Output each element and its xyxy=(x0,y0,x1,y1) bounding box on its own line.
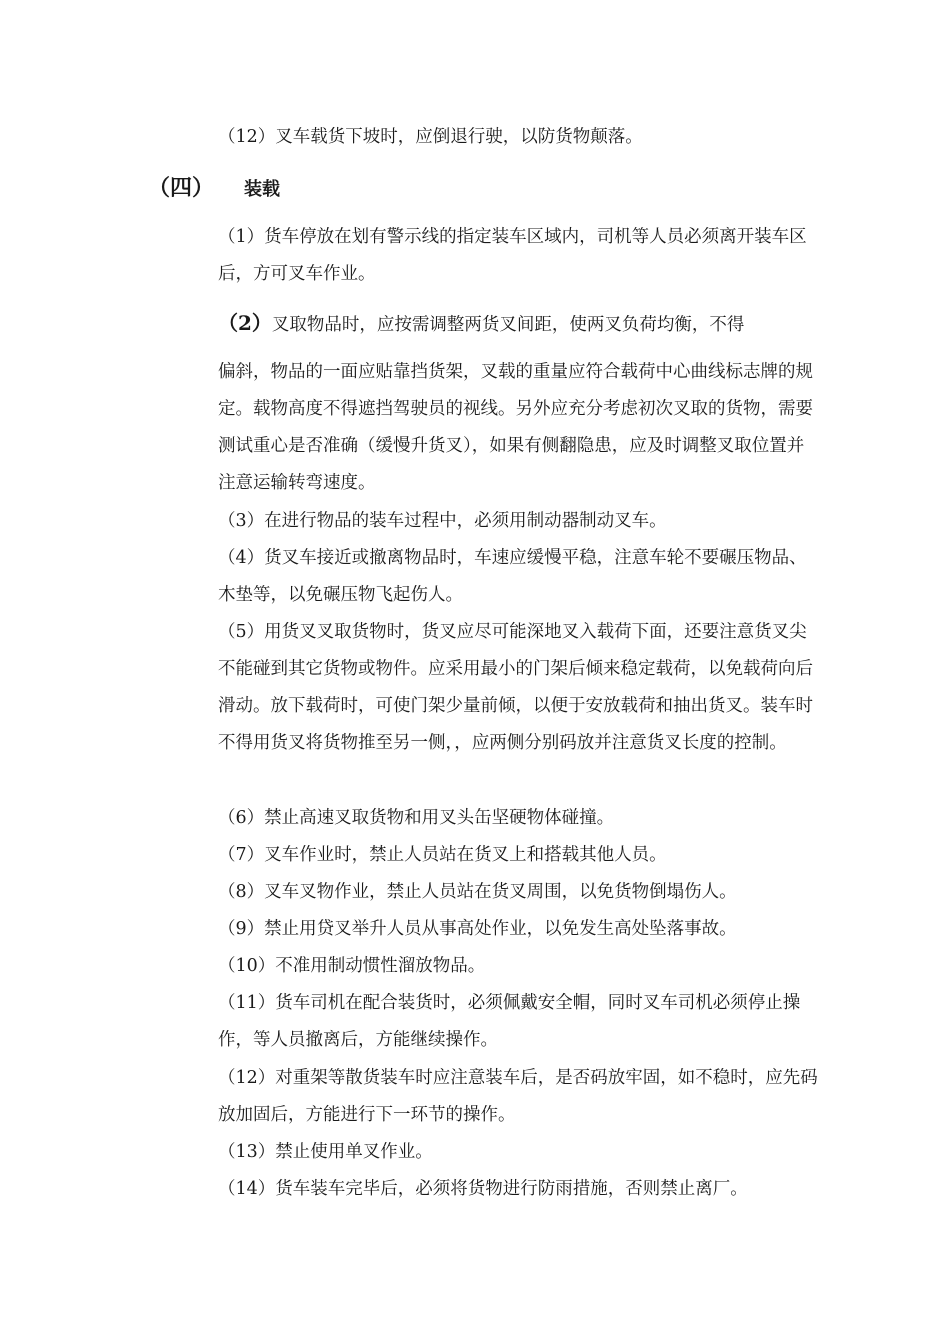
section-title: 装载 xyxy=(244,179,280,200)
paragraph-item-9: （9）禁止用贷叉举升人员从事高处作业，以免发生高处坠落事故。 xyxy=(218,919,737,939)
paragraph-item-4: （4）货叉车接近或撤离物品时，车速应缓慢平稳，注意车轮不要碾压物品、木垫等，以免碾压物飞起伤人。 xyxy=(218,548,807,605)
paragraph-item-11: （11）货车司机在配合装货时，必须佩戴安全帽，同时叉车司机必须停止操作，等人员撤离后，方能继续操作。 xyxy=(218,993,801,1050)
section-number: （四） xyxy=(148,175,215,201)
paragraph-item-2-continued: 偏斜，物品的一面应贴靠挡货架，叉载的重量应符合载荷中心曲线标志牌的规定。载物高度不得遮挡驾驶员的视线。另外应充分考虑初次叉取的货物，需要测试重心是否准确（缓慢升货叉），如果有侧翻隐患，应及时调整叉取位置并注意运输转弯速度。 xyxy=(218,362,813,493)
paragraph-item-5: （5）用货叉叉取货物时，货叉应尽可能深地叉入载荷下面，还要注意货叉尖不能碰到其它货物或物件。应采用最小的门架后倾来稳定载荷，以免载荷向后滑动。放下载荷时，可使门架少量前倾，以便于安放载荷和抽出货叉。装车时不得用货叉将货物推至另一侧，，应两侧分别码放并注意货叉长度的控制。 xyxy=(218,622,813,753)
paragraph-item-13: （13）禁止使用单叉作业。 xyxy=(218,1142,433,1162)
paragraph-item-12: （12）对重架等散货装车时应注意装车后，是否码放牢固，如不稳时，应先码放加固后，方能进行下一环节的操作。 xyxy=(218,1068,818,1125)
item-2-text: 叉取物品时，应按需调整两货叉间距，使两叉负荷均衡，不得 xyxy=(271,315,745,335)
paragraph-item-1: （1）货车停放在划有警示线的指定装车区域内，司机等人员必须离开装车区后，方可叉车作业。 xyxy=(218,227,807,284)
paragraph-item-7: （7）叉车作业时，禁止人员站在货叉上和搭载其他人员。 xyxy=(218,845,667,865)
paragraph-item-14: （14）货车装车完毕后，必须将货物进行防雨措施，否则禁止离厂。 xyxy=(218,1179,748,1199)
paragraph-item-3: （3）在进行物品的装车过程中，必须用制动器制动叉车。 xyxy=(218,511,667,531)
item-2-number: （2） xyxy=(218,311,272,335)
paragraph-item-2-first-line xyxy=(218,305,818,344)
section-heading xyxy=(148,168,280,208)
paragraph-item-8: （8）叉车叉物作业，禁止人员站在货叉周围，以免货物倒塌伤人。 xyxy=(218,882,737,902)
paragraph-item-6: （6）禁止高速叉取货物和用叉头缶坚硬物体碰撞。 xyxy=(218,808,615,828)
paragraph-item-12-prev: （12）叉车载货下坡时，应倒退行驶，以防货物颠落。 xyxy=(218,127,643,147)
paragraph-item-10: （10）不准用制动惯性溜放物品。 xyxy=(218,956,486,976)
